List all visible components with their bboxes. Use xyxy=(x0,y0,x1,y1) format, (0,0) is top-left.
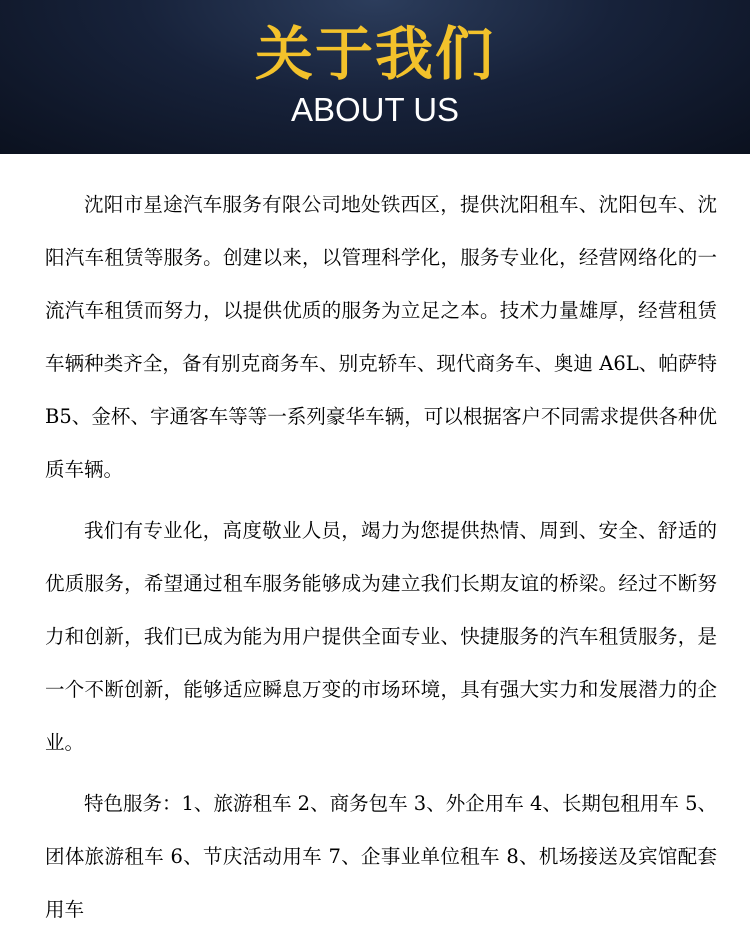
featured-services-paragraph: 特色服务：1、旅游租车 2、商务包车 3、外企用车 4、长期包租用车 5、团体旅游租车 6、节庆活动用车 7、企事业单位租车 8、机场接送及宾馆配套用车 xyxy=(45,792,717,921)
service-commitment-paragraph: 我们有专业化，高度敬业人员，竭力为您提供热情、周到、安全、舒适的优质服务，希望通过租车服务能够成为建立我们长期友谊的桥梁。经过不断努力和创新，我们已成为能为用户提供全面专业、快捷服务的汽车租赁服务，是一个不断创新，能够适应瞬息万变的市场环境，具有强大实力和发展潜力的企业。 xyxy=(45,519,717,754)
about-content xyxy=(45,178,717,936)
page-subtitle: ABOUT US xyxy=(290,91,460,128)
header-banner xyxy=(0,0,750,154)
company-intro-paragraph: 沈阳市星途汽车服务有限公司地处铁西区，提供沈阳租车、沈阳包车、沈阳汽车租赁等服务。创建以来，以管理科学化，服务专业化，经营网络化的一流汽车租赁而努力，以提供优质的服务为立足之本。技术力量雄厚，经营租赁车辆种类齐全，备有别克商务车、别克轿车、现代商务车、奥迪 A6L、帕萨特 B5、金杯、宇通客车等等一系列豪华车辆，可以根据客户不同需求提供各种优质车辆。 xyxy=(45,193,717,481)
page-title: 关于我们 xyxy=(254,20,495,88)
